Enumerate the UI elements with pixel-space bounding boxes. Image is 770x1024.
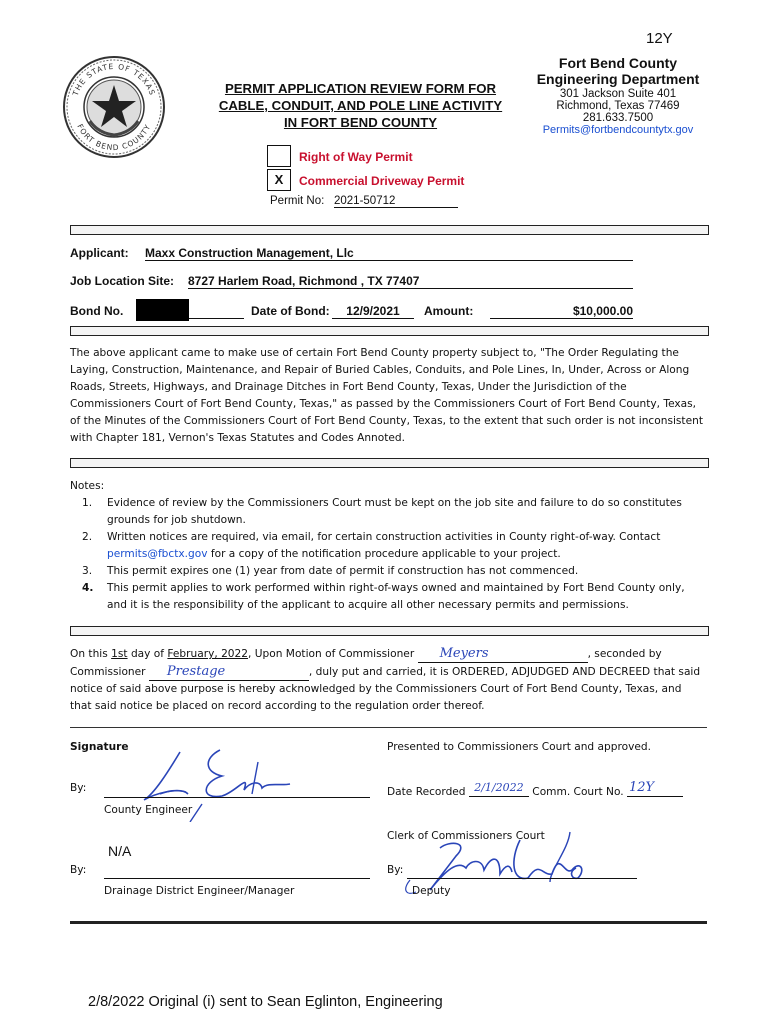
note-text xyxy=(107,563,707,580)
commissioner-1-handwritten: Meyers xyxy=(418,645,588,663)
na-value: N/A xyxy=(108,843,132,859)
form-title-line: PERMIT APPLICATION REVIEW FORM FOR xyxy=(224,81,497,96)
by-label: By: xyxy=(70,782,87,794)
order-text: day of xyxy=(130,648,165,660)
order-text: , duly put and carried, it is ORDERED, ADJUDGED AND DECREED that said xyxy=(308,666,701,678)
note-text xyxy=(107,495,707,529)
date-of-bond-value: 12/9/2021 xyxy=(332,304,414,319)
right-of-way-label: Right of Way Permit xyxy=(299,150,413,164)
section-divider xyxy=(70,225,709,235)
date-recorded-row xyxy=(387,780,683,801)
applicant-value: Maxx Construction Management, Llc xyxy=(145,246,633,261)
note-text xyxy=(107,529,707,563)
amount-label: Amount: xyxy=(424,304,474,318)
order-line-3: notice of said above purpose is hereby acknowledged by the Commissioners Court of Fort Bend County, Texas, and xyxy=(70,683,682,695)
form-title-line: CABLE, CONDUIT, AND POLE LINE ACTIVITY xyxy=(218,98,503,113)
dept-email-link[interactable]: Permits@fortbendcountytx.gov xyxy=(542,124,694,136)
drainage-engineer-label: Drainage District Engineer/Manager xyxy=(104,885,295,897)
clerk-signature-line xyxy=(407,878,637,879)
note-line xyxy=(107,546,707,563)
intro-paragraph: The above applicant came to make use of certain Fort Bend County property subject to, "The Order Regulating the Laying, Construction, Maintenance, and Repair of Buried Cables, Conduits, and Pole Lines, In, Under, Across or Along Roads, Streets, Highways, and Drainage Ditches in Fort Bend County, Texas, Under the Jurisdiction of the Commissioners Court of Fort Bend County, Texas," as passed by the Commissioners Court of Fort Bend County, Texas, of the Minutes of the Commissioners Court of Fort Bend County, Texas, to the extent that such order is not inconsistent with Chapter 181, Vernon's Texas Statutes and Codes Annoted. xyxy=(70,347,703,444)
signature-label: Signature xyxy=(70,741,129,753)
dept-address-2: Richmond, Texas 77469 xyxy=(556,100,680,112)
comm-court-label: Comm. Court No. xyxy=(532,786,624,798)
svg-text:FORT BEND COUNTY: FORT BEND COUNTY xyxy=(75,122,153,153)
dept-address-1: 301 Jackson Suite 401 xyxy=(559,88,677,100)
order-line-4: that said notice be placed on record according to the regulation order thereof. xyxy=(70,700,485,712)
job-site-value: 8727 Harlem Road, Richmond , TX 77407 xyxy=(188,274,633,289)
right-of-way-checkbox[interactable] xyxy=(267,145,291,167)
note-line: Evidence of review by the Commissioners Court must be kept on the job site and failure to do so constitutes xyxy=(107,497,682,509)
job-site-label: Job Location Site: xyxy=(70,274,175,288)
dept-subname: Engineering Department xyxy=(536,71,700,87)
form-title xyxy=(188,80,533,131)
order-line-1 xyxy=(70,645,720,663)
note-text xyxy=(107,580,707,614)
bond-number-redacted xyxy=(136,299,189,321)
date-recorded-value: 2/1/2022 xyxy=(469,779,529,797)
dept-name: Fort Bend County xyxy=(558,55,678,71)
deputy-label: Deputy xyxy=(412,885,451,897)
commercial-driveway-label: Commercial Driveway Permit xyxy=(299,174,465,188)
note-line: grounds for job shutdown. xyxy=(107,514,246,526)
note-line: This permit applies to work performed within right-of-ways owned and maintained by Fort Bend County only, xyxy=(107,582,685,594)
commercial-driveway-checkbox[interactable]: X xyxy=(267,169,291,191)
permit-no-label: Permit No: xyxy=(270,195,325,207)
applicant-label: Applicant: xyxy=(70,246,129,260)
county-seal xyxy=(62,55,167,160)
clerk-by-label: By: xyxy=(387,864,404,876)
by-label-2: By: xyxy=(70,864,87,876)
order-line-2 xyxy=(70,663,720,681)
note-number: 2. xyxy=(82,531,93,543)
svg-text:THE STATE OF TEXAS: THE STATE OF TEXAS xyxy=(70,61,158,97)
drainage-signature-line xyxy=(104,878,370,879)
order-paragraph xyxy=(70,645,720,715)
note-number: 1. xyxy=(82,497,93,509)
order-text: , seconded by xyxy=(587,648,662,660)
note-line: and it is the responsibility of the applicant to acquire all other necessary permits and permissions. xyxy=(107,599,629,611)
section-divider xyxy=(70,458,709,468)
amount-value: $10,000.00 xyxy=(490,304,633,319)
note-line: Written notices are required, via email, for certain construction activities in County right-of-way. Contact xyxy=(107,531,661,543)
note-line: This permit expires one (1) year from date of permit if construction has not commenced. xyxy=(107,565,579,577)
section-divider xyxy=(70,626,709,636)
order-month-year: February, 2022 xyxy=(167,648,249,660)
note-line-rest: for a copy of the notification procedure applicable to your project. xyxy=(210,548,561,560)
bond-number-line xyxy=(189,318,244,319)
comm-court-value: 12Y xyxy=(627,779,683,797)
notes-section xyxy=(0,478,770,618)
permits-email-link[interactable]: permits@fbctx.gov xyxy=(107,548,208,560)
notes-label: Notes: xyxy=(70,480,105,492)
order-text: Commissioner xyxy=(70,666,146,678)
court-number-stamp: 12Y xyxy=(646,30,673,47)
date-of-bond-label: Date of Bond: xyxy=(251,304,330,318)
bottom-rule xyxy=(70,921,707,924)
county-engineer-label: County Engineer xyxy=(104,804,193,816)
order-text: , Upon Motion of Commissioner xyxy=(248,648,415,660)
permit-no-value: 2021-50712 xyxy=(334,195,458,208)
signature-line xyxy=(104,797,370,798)
note-number: 4. xyxy=(82,582,94,594)
bond-label: Bond No. xyxy=(70,304,124,318)
dept-phone: 281.633.7500 xyxy=(582,112,654,124)
order-text: On this xyxy=(70,648,108,660)
section-rule xyxy=(70,727,707,728)
note-number: 3. xyxy=(82,565,93,577)
department-block xyxy=(528,55,708,136)
form-title-line: IN FORT BEND COUNTY xyxy=(283,115,438,130)
date-recorded-label: Date Recorded xyxy=(387,786,466,798)
order-day: 1st xyxy=(111,648,128,660)
commissioner-2-handwritten: Prestage xyxy=(149,663,309,681)
presented-label: Presented to Commissioners Court and approved. xyxy=(387,741,651,753)
footer-note: 2/8/2022 Original (i) sent to Sean Eglinton, Engineering xyxy=(88,994,443,1010)
section-divider xyxy=(70,326,709,336)
clerk-label: Clerk of Commissioners Court xyxy=(387,830,545,842)
